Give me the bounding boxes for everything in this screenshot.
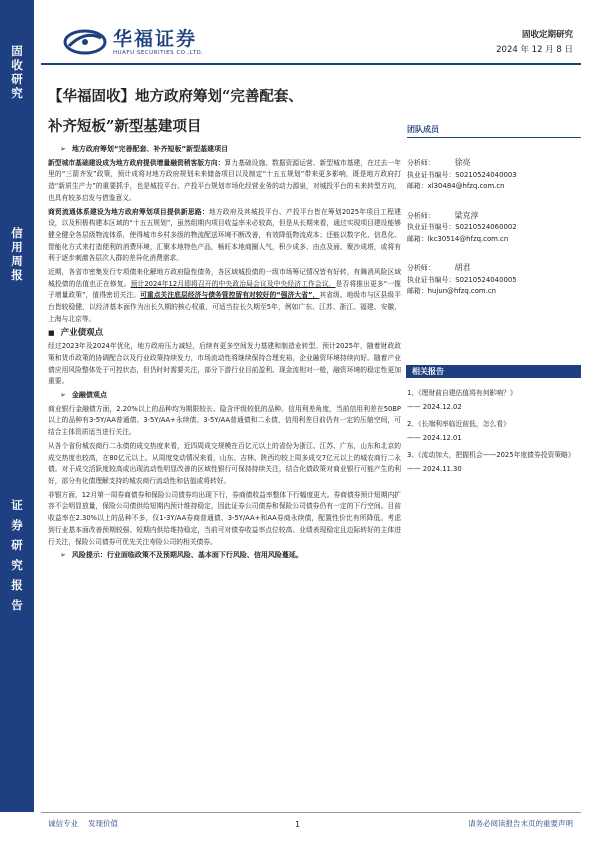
section-heading: ■ 产业债观点 — [48, 327, 104, 338]
section-heading: ➢ 金融债观点 — [48, 390, 401, 402]
footer-divider — [41, 812, 581, 813]
cert-number: S0210524040003 — [455, 170, 517, 179]
arrow-bullet-icon: ➢ — [60, 145, 66, 153]
logo-chinese-name: 华福证券 — [113, 28, 198, 50]
section-heading: ➢ 地方政府筹划“完善配套、补齐短板”新型基建项目 — [48, 144, 401, 156]
page-number: 1 — [295, 820, 301, 829]
sidebar-label-securities-report: 证券研究报告 — [11, 498, 23, 612]
analyst-card: 分析师： 胡君 执业证书编号：S0210524040005 邮箱：hujun@hfzq.com.cn — [407, 263, 517, 295]
paragraph: 非银方面，12月第一周券商债券和保险公司债券均出现下行，券商债收益率整体下行幅度更大。券商债券预计短期内扩容不会明显放量，保险公司债供给短期内预计维持稳定，因此证券公司债券和保险公司债券仍有一定的下行空间。目前收益率在2.30%以上的品种不多，仅1-3Y/AA券商普通债、3-5Y/AA+和AA券商永续债，配置性价比有所降低。考虑到行业基本面改善预期较强、短期内供给维持稳定，当前可对债券收益率点位较高、业绩表现稳定且边际转好的主体进行关注，保险公司债券可优先关注寿险公司的相关债券。 — [48, 490, 401, 546]
logo-english-name: HUAFU SECURITIES CO.,LTD. — [113, 50, 204, 56]
paragraph: 新型城市基础建设成为地方政府提供增量融资稍客版方向：算力基础设施、数据资源运营、新型城市基建，在过去一年里的“三箭齐发”政策，预计成将对地方政府规划未来储备项目以及制定“十五五规划”带来更多影响，既是地方政府打造“新质生产力”的重要抓手，也是城投平台、产投平台规划市场化经营业务的动力源泉，对城投平台的未来转型方向，也具有较多启发与借鉴意义。 — [48, 158, 401, 202]
header-meta — [496, 28, 573, 58]
report-type: 固收定期研究 — [521, 30, 573, 40]
related-reports-list — [407, 387, 579, 480]
related-reports-header: 相关报告 — [406, 365, 581, 378]
analyst-name: 胡君 — [454, 263, 471, 272]
sidebar-label-research: 固收研究 — [11, 44, 23, 100]
risk-warning: ➢ 风险提示：行业面临政策不及预期风险、基本面下行风险、信用风险蔓延。 — [48, 550, 401, 562]
email[interactable]: hujun@hfzq.com.cn — [427, 287, 496, 295]
analyst-name: 徐亮 — [454, 158, 471, 167]
report-title — [48, 82, 403, 142]
header-divider — [41, 63, 581, 65]
paragraph: 商业银行金融债方面，2.20%以上的品种均为期限较长、隐含评级较低的品种。信用利差角度，当前信用利差在50BP以上的品种有3-5Y/AA普通债、3-5Y/AA+永续债、3-5Y/AA普通债和二永债，信用利差目前仍有一定的压缩空间，可结合主体资质适当进行关注。 — [48, 404, 401, 437]
report-date: 2024 年 12 月 8 日 — [496, 45, 573, 55]
related-report-item[interactable]: 1、《理财前自建估值将有何影响？》 —— 2024.12.02 — [407, 389, 517, 411]
arrow-bullet-icon: ➢ — [60, 551, 66, 560]
cert-number: S0210524060002 — [455, 223, 517, 231]
paragraph: 商贸流通体系建设为地方政府筹划项目提供新思路：地方政府及其城投平台、产投平台皆在筹划2025年项目工程建设，以及积极构建本区域的“十五五规划”，虽然组期内项目收益率未必较高，但是从长期来看，通过实现项目建设能够健全健全各层级物流体系，使得城市乡村多级的物流配送环境不断改善，有效降低物流成本；还能以数字化、信息化、智能化方式来打造便利的消费环境，汇聚本地特色产品，畅旺本地商圈人气，积少成多、由点及面、聚沙成塔，或将有利于逐步刺激各层次人群的差异化消费需求。 — [48, 207, 401, 263]
company-logo — [63, 22, 203, 62]
paragraph: 经过2023年及2024年优化，地方政府压力减轻，后续有更多空间发力基建和制造业转型。预计2025年，随着财政政策和货币政策的协调配合以及行业政策持续发力，市场流动性将继续保持合理充裕，企业融资环境持续向好。随着产业债应用风险整体处于可控状态，但仍时时需要关注，部分下游行业目前盈利、现金流相对一般，融资环境的稳定性更加重要。 — [48, 342, 401, 386]
square-bullet-icon: ■ — [48, 328, 55, 337]
related-report-item[interactable]: 3、《流动加大，把握机会——2025年度债券投资策略》 —— 2024.11.30 — [407, 451, 575, 473]
paragraph: 近期，各省市密集发行专项债来化解地方政府隐性债务，各区域城投债的一级市场筹记情况皆有好转，有舞消风险区域城投债的估值也正在修复。预计2024年12月即将召开的中央政治局会议及中央经济工作会议，是否将推出更多“一揽子增量政策”，值得密切关注。可重点关注底层经济与债务管控留有对较好的“强济大省”，其省级、地级市与区县级平台皆较稳健，以经济基本面作为出长久期的核心权重，可适当拉长久期至5年，例如广东、江苏、浙江、福建、安徽、上海与北京等。 — [48, 268, 401, 323]
related-report-item[interactable]: 2、《长端利率临近前低，怎么看》 —— 2024.12.01 — [407, 420, 510, 442]
analyst-card: 分析师： 梁克淳 执业证书编号：S0210524060002 邮箱：lkc30514@hfzq.com.cn — [407, 210, 517, 243]
paragraph: 从各个省份城农商行二永债的成交热度来看，近四周成交规模在百亿元以上的省份为浙江、江苏、广东，山东和北京的成交热度也较高，在80亿元以上。从周度变动情况来看，山东、吉林、陕西均较上周多成交7亿元以上的城农商行二永债。对于成交活跃度较高或出现流动性明显改善的区域性银行可保持持续关注，结合化债政策对商业银行可能产生的利好，部分有化债理解支持的城农商行流动性和估值或将转好。 — [48, 441, 401, 485]
footer-slogan: 诚信专业 发现价值 — [48, 819, 118, 828]
title-line-2: 补齐短板”新型基建项目 — [48, 118, 202, 135]
sidebar-label-weekly: 信用周报 — [11, 226, 23, 282]
title-line-1: 【华福固收】地方政府筹划“完善配套、 — [48, 88, 303, 105]
email[interactable]: lkc30514@hfzq.com.cn — [427, 234, 509, 243]
email[interactable]: xl30484@hfzq.com.cn — [427, 182, 505, 190]
logo-mark-icon — [63, 28, 107, 56]
analyst-card: 分析师： 徐亮 执业证书编号：S0210524040003 邮箱：xl30484@hfzq.com.cn — [407, 158, 517, 190]
main-content — [48, 142, 401, 564]
team-members — [407, 157, 581, 315]
cert-number: S0210524040005 — [455, 275, 517, 284]
sidebar — [0, 0, 34, 812]
team-header: 团队成员 — [407, 124, 581, 138]
arrow-bullet-icon: ➢ — [60, 391, 66, 400]
footer-disclaimer: 请务必阅读报告末页的重要声明 — [468, 819, 573, 828]
analyst-name: 梁克淳 — [454, 210, 479, 220]
